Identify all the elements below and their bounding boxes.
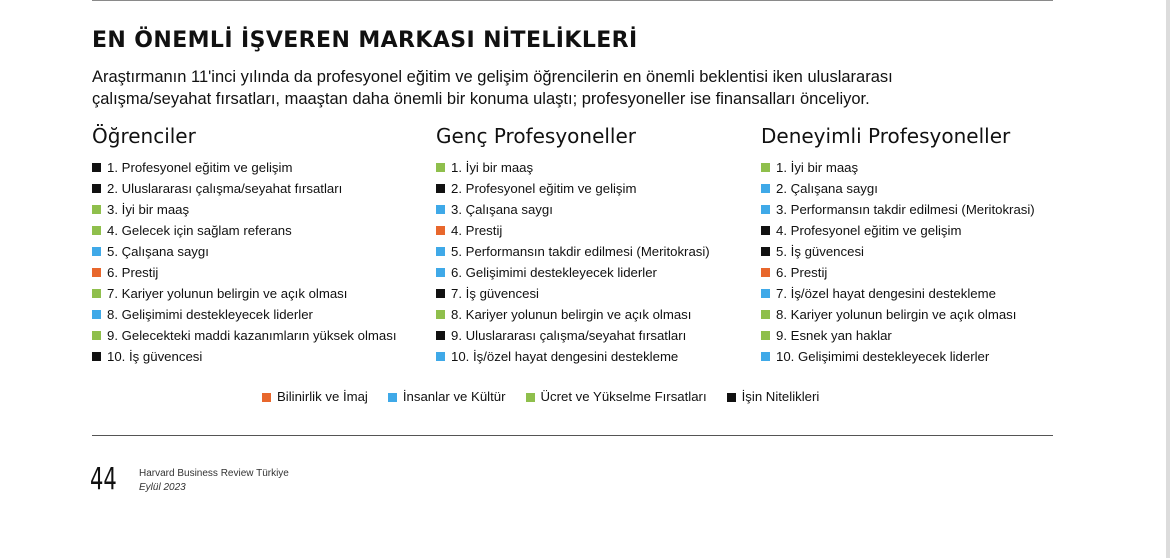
- intro-line-2: çalışma/seyahat fırsatları, maaştan daha önemli bir konuma ulaştı; profesyoneller ise finansalları önceliyor.: [92, 90, 870, 108]
- list-item: [761, 199, 1035, 220]
- list-item: [436, 346, 710, 367]
- category-square-icon: [92, 331, 101, 340]
- list-item: [92, 325, 397, 346]
- legend-label: Bilinirlik ve İmaj: [277, 389, 368, 404]
- list-item-text: 8. Gelişimimi destekleyecek liderler: [107, 307, 313, 322]
- bottom-rule: [92, 435, 1053, 436]
- list-item: [761, 157, 1035, 178]
- category-square-icon: [761, 268, 770, 277]
- category-square-icon: [92, 289, 101, 298]
- list-item-text: 7. İş güvencesi: [451, 286, 539, 301]
- list-item: [92, 157, 397, 178]
- category-square-icon: [761, 331, 770, 340]
- category-square-icon: [92, 247, 101, 256]
- list-item-text: 1. İyi bir maaş: [451, 160, 534, 175]
- list-item: [92, 346, 397, 367]
- intro-paragraph: [92, 66, 992, 110]
- list-item: [92, 199, 397, 220]
- category-square-icon: [92, 310, 101, 319]
- footer-credit: [139, 467, 289, 495]
- list-item-text: 8. Kariyer yolunun belirgin ve açık olması: [776, 307, 1017, 322]
- list-item: [436, 304, 710, 325]
- ranked-list: [436, 157, 710, 367]
- category-square-icon: [436, 205, 445, 214]
- list-item-text: 1. Profesyonel eğitim ve gelişim: [107, 160, 293, 175]
- column-genc-profesyoneller: [436, 124, 710, 367]
- category-square-icon: [436, 184, 445, 193]
- category-legend: [262, 388, 819, 406]
- category-square-icon: [761, 352, 770, 361]
- list-item: [761, 220, 1035, 241]
- category-square-icon: [92, 226, 101, 235]
- ranked-list: [92, 157, 397, 367]
- legend-label: Ücret ve Yükselme Fırsatları: [540, 389, 707, 404]
- list-item-text: 5. Çalışana saygı: [107, 244, 209, 259]
- publication-name: Harvard Business Review Türkiye: [139, 468, 289, 479]
- category-square-icon: [92, 205, 101, 214]
- list-item: [761, 241, 1035, 262]
- issue-date: Eylül 2023: [139, 482, 186, 493]
- list-item: [761, 304, 1035, 325]
- column-heading: Deneyimli Profesyoneller: [761, 124, 1011, 148]
- category-square-icon: [92, 352, 101, 361]
- list-item: [436, 157, 710, 178]
- category-square-icon: [436, 331, 445, 340]
- legend-item: [262, 388, 368, 406]
- page-edge-divider: [1166, 0, 1170, 558]
- list-item-text: 9. Gelecekteki maddi kazanımların yüksek olması: [107, 328, 397, 343]
- legend-square-icon: [727, 393, 736, 402]
- list-item: [92, 262, 397, 283]
- category-square-icon: [92, 163, 101, 172]
- list-item: [92, 241, 397, 262]
- category-square-icon: [436, 247, 445, 256]
- page-title: EN ÖNEMLİ İŞVEREN MARKASI NİTELİKLERİ: [92, 28, 638, 53]
- list-item: [761, 178, 1035, 199]
- list-item-text: 2. Çalışana saygı: [776, 181, 878, 196]
- category-square-icon: [436, 352, 445, 361]
- list-item: [761, 283, 1035, 304]
- legend-label: İşin Nitelikleri: [741, 389, 820, 404]
- list-item-text: 2. Profesyonel eğitim ve gelişim: [451, 181, 637, 196]
- list-item-text: 10. İş/özel hayat dengesini destekleme: [451, 349, 679, 364]
- category-square-icon: [761, 289, 770, 298]
- page-number: 44: [90, 462, 117, 497]
- column-ogrenciler: [92, 124, 397, 367]
- list-item: [436, 199, 710, 220]
- list-item: [436, 241, 710, 262]
- list-item: [436, 283, 710, 304]
- legend-item: [526, 388, 707, 406]
- list-item-text: 6. Prestij: [776, 265, 828, 280]
- category-square-icon: [436, 268, 445, 277]
- list-item: [761, 325, 1035, 346]
- list-item-text: 4. Prestij: [451, 223, 503, 238]
- column-heading: Öğrenciler: [92, 124, 196, 148]
- legend-square-icon: [262, 393, 271, 402]
- list-item-text: 10. İş güvencesi: [107, 349, 203, 364]
- category-square-icon: [761, 163, 770, 172]
- legend-square-icon: [388, 393, 397, 402]
- list-item-text: 1. İyi bir maaş: [776, 160, 859, 175]
- category-square-icon: [761, 247, 770, 256]
- category-square-icon: [436, 289, 445, 298]
- list-item: [436, 262, 710, 283]
- category-square-icon: [436, 310, 445, 319]
- legend-item: [388, 388, 506, 406]
- legend-item: [727, 388, 820, 406]
- list-item: [92, 283, 397, 304]
- list-item-text: 3. İyi bir maaş: [107, 202, 190, 217]
- list-item: [436, 325, 710, 346]
- list-item-text: 5. Performansın takdir edilmesi (Meritokrasi): [451, 244, 710, 259]
- category-square-icon: [92, 268, 101, 277]
- list-item-text: 4. Profesyonel eğitim ve gelişim: [776, 223, 962, 238]
- list-item: [436, 220, 710, 241]
- top-rule: [92, 0, 1053, 1]
- category-square-icon: [761, 310, 770, 319]
- category-square-icon: [92, 184, 101, 193]
- intro-line-1: Araştırmanın 11'inci yılında da profesyonel eğitim ve gelişim öğrencilerin en önemli beklentisi iken uluslararası: [92, 68, 893, 86]
- list-item: [92, 304, 397, 325]
- ranked-list: [761, 157, 1035, 367]
- list-item-text: 9. Esnek yan haklar: [776, 328, 892, 343]
- category-square-icon: [761, 184, 770, 193]
- list-item: [761, 346, 1035, 367]
- category-square-icon: [436, 226, 445, 235]
- list-item-text: 7. Kariyer yolunun belirgin ve açık olması: [107, 286, 348, 301]
- list-item-text: 7. İş/özel hayat dengesini destekleme: [776, 286, 996, 301]
- list-item: [92, 220, 397, 241]
- list-item: [436, 178, 710, 199]
- category-square-icon: [436, 163, 445, 172]
- list-item-text: 10. Gelişimimi destekleyecek liderler: [776, 349, 990, 364]
- list-item-text: 3. Çalışana saygı: [451, 202, 553, 217]
- list-item-text: 2. Uluslararası çalışma/seyahat fırsatları: [107, 181, 343, 196]
- list-item-text: 6. Prestij: [107, 265, 159, 280]
- list-item: [761, 262, 1035, 283]
- category-square-icon: [761, 205, 770, 214]
- column-heading: Genç Profesyoneller: [436, 124, 637, 148]
- legend-label: İnsanlar ve Kültür: [402, 389, 506, 404]
- list-item-text: 5. İş güvencesi: [776, 244, 864, 259]
- list-item-text: 6. Gelişimimi destekleyecek liderler: [451, 265, 657, 280]
- category-square-icon: [761, 226, 770, 235]
- list-item-text: 4. Gelecek için sağlam referans: [107, 223, 292, 238]
- list-item: [92, 178, 397, 199]
- list-item-text: 9. Uluslararası çalışma/seyahat fırsatları: [451, 328, 687, 343]
- list-item-text: 3. Performansın takdir edilmesi (Meritokrasi): [776, 202, 1035, 217]
- legend-square-icon: [526, 393, 535, 402]
- column-deneyimli-profesyoneller: [761, 124, 1035, 367]
- list-item-text: 8. Kariyer yolunun belirgin ve açık olması: [451, 307, 692, 322]
